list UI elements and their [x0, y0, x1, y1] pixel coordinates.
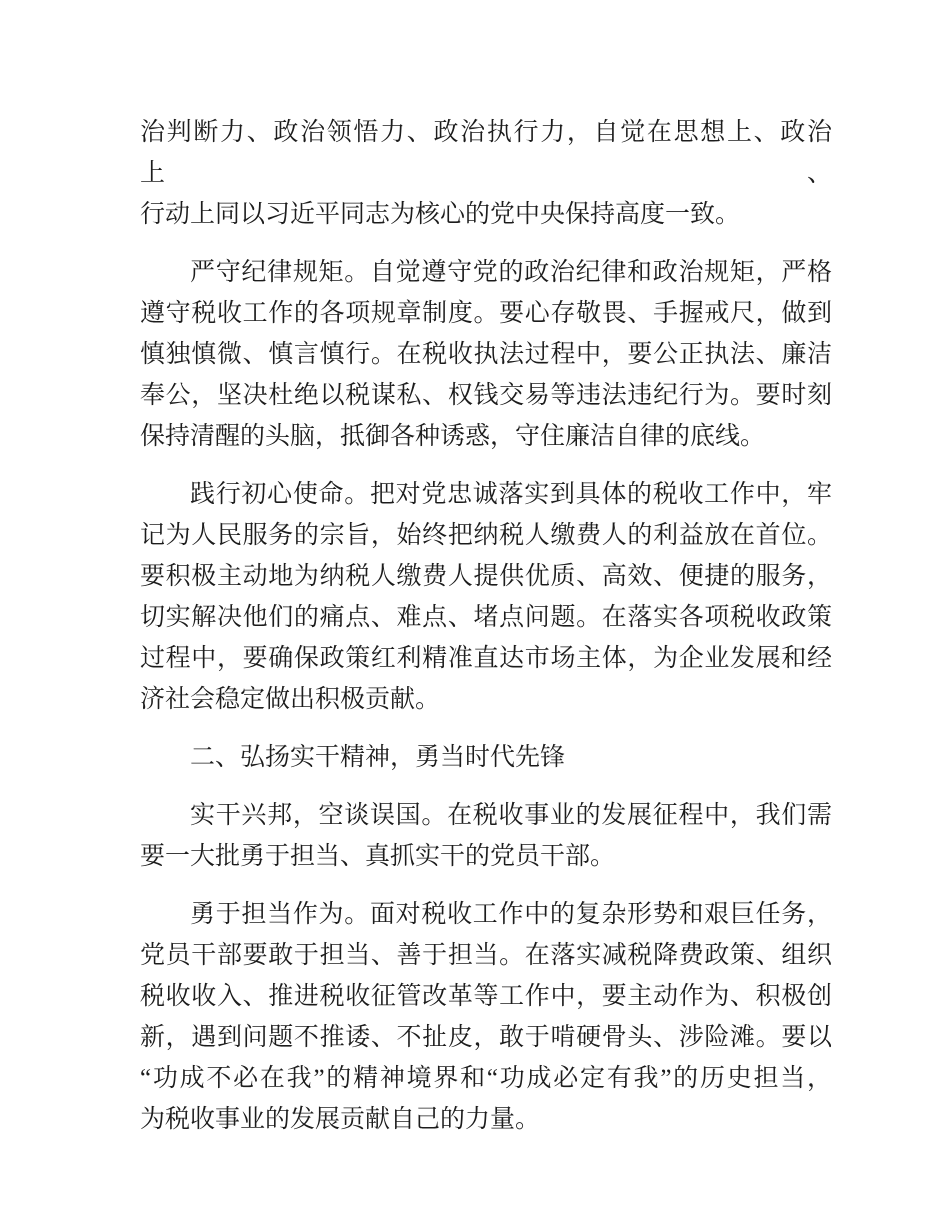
- document-body: [140, 112, 832, 1140]
- text-line: 保持清醒的头脑，抵御各种诱惑，守住廉洁自律的底线。: [140, 423, 766, 450]
- text-line: 新，遇到问题不推诿、不扯皮，敢于啃硬骨头、涉险滩。要以: [140, 1024, 832, 1051]
- text-line: “功成不必在我”的精神境界和“功成必定有我”的历史担当，: [140, 1065, 832, 1092]
- text-line: 为税收事业的发展贡献自己的力量。: [140, 1106, 541, 1133]
- paragraph-2: [140, 252, 832, 457]
- text-line: 遵守税收工作的各项规章制度。要心存敬畏、手握戒尺，做到: [140, 300, 832, 327]
- text-line: 实干兴邦，空谈误国。在税收事业的发展征程中，我们需: [190, 802, 832, 829]
- text-line: 要一大批勇于担当、真抓实干的党员干部。: [140, 843, 616, 870]
- section-heading: [140, 737, 832, 778]
- text-line: 切实解决他们的痛点、难点、堵点问题。在落实各项税收政策: [140, 604, 832, 631]
- text-line: 济社会稳定做出积极贡献。: [140, 686, 441, 713]
- text-line: 治判断力、政治领悟力、政治执行力，自觉在思想上、政治上、: [140, 119, 832, 187]
- paragraph-1: [140, 112, 832, 235]
- paragraph-3: [140, 474, 832, 720]
- section-heading-text: 二、弘扬实干精神，勇当时代先锋: [190, 744, 566, 771]
- text-line: 过程中，要确保政策红利精准直达市场主体，为企业发展和经: [140, 645, 832, 672]
- text-line: 记为人民服务的宗旨，始终把纳税人缴费人的利益放在首位。: [140, 522, 832, 549]
- text-line: 严守纪律规矩。自觉遵守党的政治纪律和政治规矩，严格: [190, 259, 832, 286]
- paragraph-5: [140, 795, 832, 877]
- text-line: 要积极主动地为纳税人缴费人提供优质、高效、便捷的服务，: [140, 563, 832, 590]
- text-line: 践行初心使命。把对党忠诚落实到具体的税收工作中，牢: [190, 481, 832, 508]
- text-line: 勇于担当作为。面对税收工作中的复杂形势和艰巨任务，: [190, 901, 832, 928]
- text-line: 慎独慎微、慎言慎行。在税收执法过程中，要公正执法、廉洁: [140, 341, 832, 368]
- text-line: 奉公，坚决杜绝以税谋私、权钱交易等违法违纪行为。要时刻: [140, 382, 832, 409]
- paragraph-6: [140, 894, 832, 1140]
- text-line: 行动上同以习近平同志为核心的党中央保持高度一致。: [140, 201, 741, 228]
- text-line: 税收收入、推进税收征管改革等工作中，要主动作为、积极创: [140, 983, 832, 1010]
- text-line: 党员干部要敢于担当、善于担当。在落实减税降费政策、组织: [140, 942, 832, 969]
